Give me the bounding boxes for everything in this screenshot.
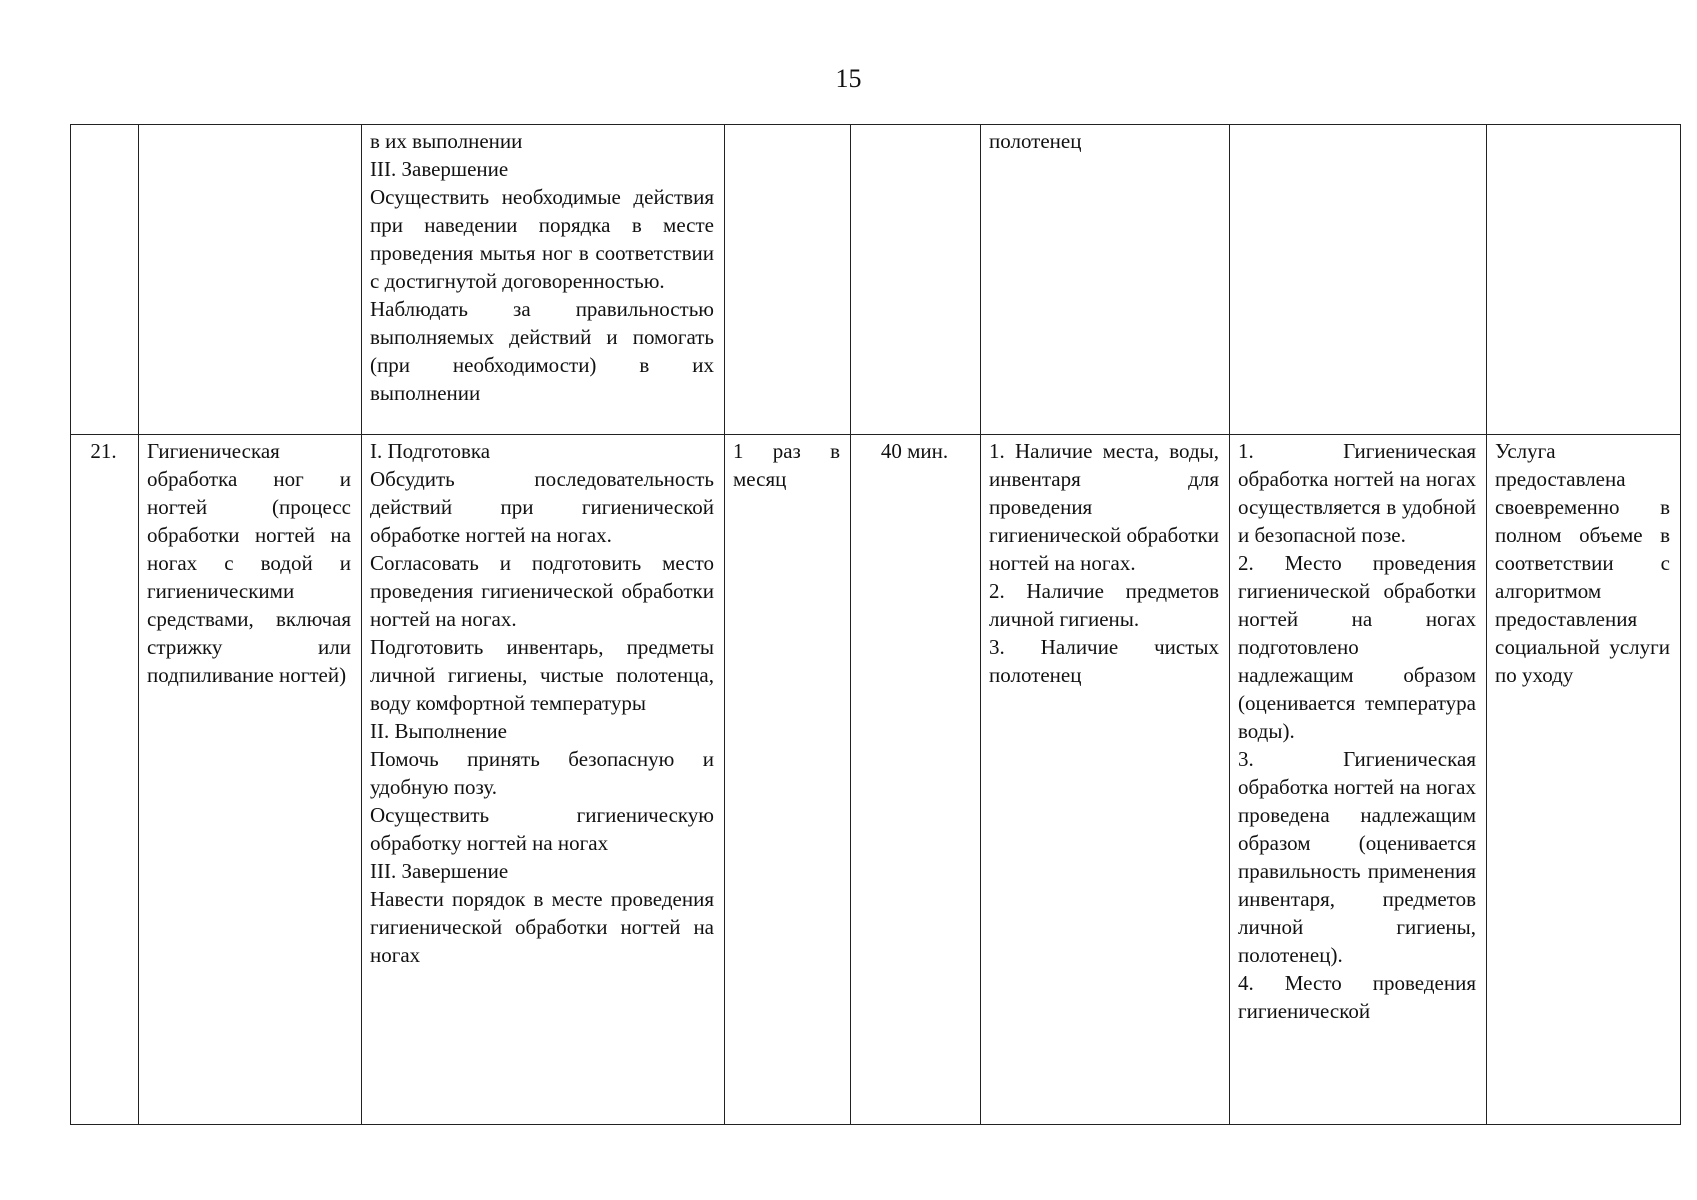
- cell-frequency: [725, 125, 851, 435]
- quality-line: 4. Место проведения гигиенической: [1238, 971, 1476, 1023]
- algorithm-line: Осуществить необходимые действия при наведении порядка в месте проведения мытья ног в соответствии с достигнутой договоренностью.: [370, 185, 714, 293]
- algorithm-line: Помочь принять безопасную и удобную позу.: [370, 747, 714, 799]
- quality-line: 3. Гигиеническая обработка ногтей на ногах проведена надлежащим образом (оценивается правильность применения инвентаря, предметов личной гигиены, полотенец).: [1238, 747, 1476, 967]
- algorithm-line: Подготовить инвентарь, предметы личной гигиены, чистые полотенца, воду комфортной температуры: [370, 635, 714, 715]
- result-value: Услуга предоставлена своевременно в полном объеме в соответствии с алгоритмом предоставления социальной услуги по уходу: [1495, 439, 1670, 687]
- frequency-value: 1 раз в месяц: [733, 439, 840, 491]
- algorithm-line: Наблюдать за правильностью выполняемых действий и помогать (при необходимости) в их выполнении: [370, 297, 714, 405]
- algorithm-line: Обсудить последовательность действий при гигиенической обработке ногтей на ногах.: [370, 467, 714, 547]
- duration-value: 40 мин.: [880, 439, 949, 463]
- cell-quality-indicators: [1230, 125, 1487, 435]
- table-row-continued: [71, 125, 1681, 435]
- cell-conditions: [981, 435, 1230, 1125]
- algorithm-line: в их выполнении: [370, 129, 523, 153]
- page-number: 15: [835, 64, 862, 93]
- table-row-21: [71, 435, 1681, 1125]
- service-name: Гигиеническая обработка ног и ногтей (процесс обработки ногтей на ногах с водой и гигиеническими средствами, включая стрижку или подпиливание ногтей): [147, 439, 351, 687]
- cell-service-name: [139, 435, 362, 1125]
- cell-result: [1487, 435, 1681, 1125]
- cell-quality-indicators: [1230, 435, 1487, 1125]
- cell-result: [1487, 125, 1681, 435]
- quality-line: 1. Гигиеническая обработка ногтей на ногах осуществляется в удобной и безопасной позе.: [1238, 439, 1476, 547]
- algorithm-line: Осуществить гигиеническую обработку ногтей на ногах: [370, 803, 714, 855]
- cell-number: [71, 125, 139, 435]
- cell-algorithm: [362, 125, 725, 435]
- algorithm-line: III. Завершение: [370, 859, 509, 883]
- algorithm-line: II. Выполнение: [370, 719, 507, 743]
- cell-frequency: [725, 435, 851, 1125]
- condition-line: 1. Наличие места, воды, инвентаря для проведения гигиенической обработки ногтей на ногах.: [989, 439, 1219, 575]
- services-table: [70, 124, 1681, 1125]
- condition-line: 3. Наличие чистых полотенец: [989, 635, 1219, 687]
- condition-line: 2. Наличие предметов личной гигиены.: [989, 579, 1219, 631]
- cell-number: 21.: [71, 435, 139, 1125]
- algorithm-line: Навести порядок в месте проведения гигиенической обработки ногтей на ногах: [370, 887, 714, 967]
- algorithm-line: Согласовать и подготовить место проведения гигиенической обработки ногтей на ногах.: [370, 551, 714, 631]
- cell-duration: [851, 125, 981, 435]
- cell-service-name: [139, 125, 362, 435]
- cell-algorithm: [362, 435, 725, 1125]
- cell-duration: [851, 435, 981, 1125]
- cell-conditions: полотенец: [981, 125, 1230, 435]
- algorithm-line: III. Завершение: [370, 157, 509, 181]
- algorithm-line: I. Подготовка: [370, 439, 491, 463]
- quality-line: 2. Место проведения гигиенической обработки ногтей на ногах подготовлено надлежащим образом (оценивается температура воды).: [1238, 551, 1476, 743]
